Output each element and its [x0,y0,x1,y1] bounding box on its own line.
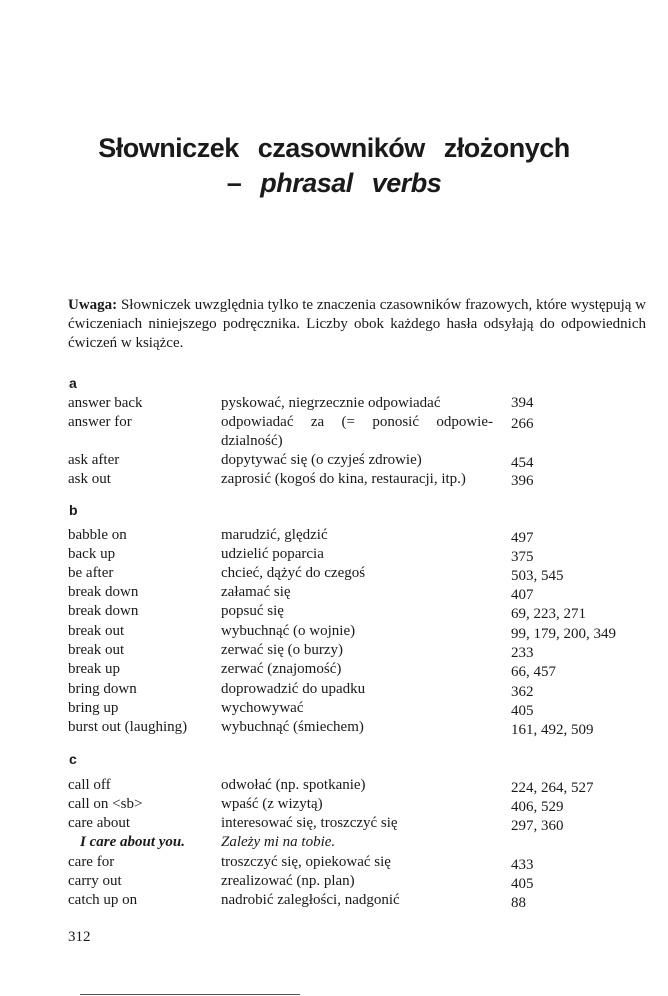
entry-definition: wybuchnąć (śmiechem) [221,719,364,735]
entry-term: burst out (laughing) [68,719,188,735]
entry-definition: zaprosić (kogoś do kina, restauracji, itp.) [221,471,466,487]
entry-definition: interesować się, troszczyć się [221,815,398,831]
entry-term: answer for [68,414,132,430]
entry-refs: 375 [511,549,534,565]
entry-refs: 454 [511,455,534,471]
entry-term: carry out [68,873,122,889]
entry-refs: 66, 457 [511,664,556,680]
example-sentence: I care about you. [80,834,185,850]
entry-definition: wybuchnąć (o wojnie) [221,623,356,639]
entry-term: care for [68,854,115,870]
page-number: 312 [68,929,91,945]
entry-term: break up [68,661,121,677]
entry-refs: 362 [511,684,534,700]
entry-refs: 161, 492, 509 [511,722,594,738]
entry-refs: 266 [511,416,534,432]
entry-refs: 88 [511,895,526,911]
entry-definition: udzielić poparcia [221,546,324,562]
subtitle-italic: phrasal verbs [260,168,442,198]
entry-definition: wychowywać [221,700,304,716]
entry-refs: 503, 545 [511,568,564,584]
entry-definition: zrealizować (np. plan) [221,873,355,889]
note-text: Słowniczek uwzględnia tylko te znaczenia czasowników frazowych, które występują w ćwiczeniach niniejszego podręcznika. Liczby obok każdego hasła odsyłają do odpowiednich ćwiczeń w książce. [68,297,646,351]
entry-refs: 99, 179, 200, 349 [511,626,616,642]
entry-term: catch up on [68,892,138,908]
page-subtitle [0,168,668,199]
entry-definition: pyskować, niegrzecznie odpowiadać [221,395,441,411]
entry-definition: wpaść (z wizytą) [221,796,323,812]
entry-term: answer back [68,395,143,411]
example-translation: Zależy mi na tobie. [221,834,336,850]
section-letter-c: c [69,751,77,767]
section-letter-b: b [69,502,78,518]
footer-rule [80,994,300,995]
entry-definition: odwołać (np. spotkanie) [221,777,366,793]
entry-refs: 405 [511,703,534,719]
note-label: Uwaga: [68,297,118,313]
entry-refs: 433 [511,857,534,873]
entry-term: ask after [68,452,120,468]
entry-term: babble on [68,527,127,543]
page-title: Słowniczek czasowników złożonych [98,133,570,163]
entry-term: call on <sb> [68,796,143,812]
entry-refs: 297, 360 [511,818,564,834]
entry-term: break down [68,584,139,600]
entry-definition: troszczyć się, opiekować się [221,854,391,870]
entry-refs: 69, 223, 271 [511,606,586,622]
entry-definition: załamać się [221,584,291,600]
entry-definition: dopytywać się (o czyjeś zdrowie) [221,452,422,468]
entry-term: break out [68,642,125,658]
entry-refs: 394 [511,395,534,411]
entry-definition: nadrobić zaległości, nadgonić [221,892,400,908]
subtitle-dash: – [226,168,261,198]
entry-refs: 396 [511,473,534,489]
note-paragraph [68,296,646,353]
entry-definition: marudzić, ględzić [221,527,328,543]
entry-definition: zerwać się (o burzy) [221,642,344,658]
entry-definition: doprowadzić do upadku [221,681,366,697]
entry-term: break out [68,623,125,639]
entry-refs: 224, 264, 527 [511,780,594,796]
entry-definition: chcieć, dążyć do czegoś [221,565,366,581]
entry-term: care about [68,815,131,831]
entry-definition: zerwać (znajomość) [221,661,342,677]
entry-definition: popsuć się [221,603,284,619]
entry-refs: 406, 529 [511,799,564,815]
entry-term: be after [68,565,114,581]
entry-definition: odpowiadać za (= ponosić odpowie- dzialność) [221,414,493,449]
entry-term: bring down [68,681,137,697]
section-letter-a: a [69,375,77,391]
entry-refs: 407 [511,587,534,603]
entry-refs: 497 [511,530,534,546]
entry-refs: 233 [511,645,534,661]
entry-term: ask out [68,471,111,487]
entry-term: back up [68,546,116,562]
entry-term: call off [68,777,111,793]
entry-refs: 405 [511,876,534,892]
entry-term: bring up [68,700,119,716]
entry-term: break down [68,603,139,619]
